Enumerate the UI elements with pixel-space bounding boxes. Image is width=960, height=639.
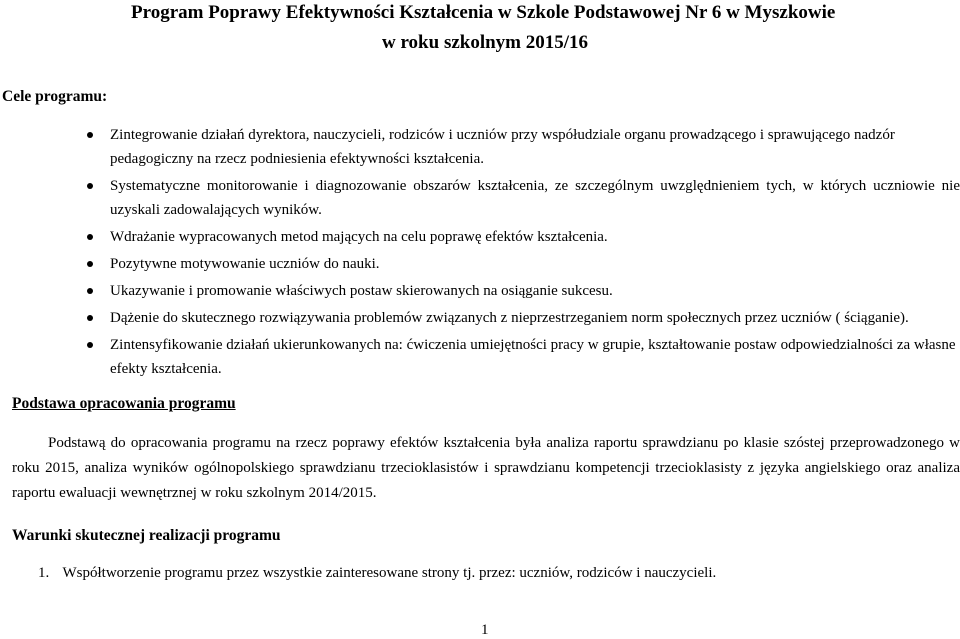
goal-text: Dążenie do skutecznego rozwiązywania problemów związanych z nieprzestrzeganiem norm społecznych przez uczniów ( ściąganie).	[110, 310, 909, 326]
condition-number: 1.	[38, 565, 50, 581]
page-number: 1	[481, 622, 489, 638]
list-item	[84, 279, 960, 303]
bullet-icon	[87, 132, 93, 138]
conditions-heading: Warunki skutecznej realizacji programu	[12, 527, 281, 544]
bullet-icon	[87, 288, 93, 294]
goal-text: Zintensyfikowanie działań ukierunkowanych na: ćwiczenia umiejętności pracy w grupie, kształtowanie postaw odpowiedzialności za własne efekty kształcenia.	[110, 337, 956, 377]
goal-text: Systematyczne monitorowanie i diagnozowanie obszarów kształcenia, ze szczególnym uwzględnieniem tych, w których uczniowie nie uzyskali zadowalających wyników.	[110, 178, 960, 218]
bullet-icon	[87, 342, 93, 348]
bullet-icon	[87, 261, 93, 267]
list-item	[84, 174, 960, 222]
basis-paragraph: Podstawą do opracowania programu na rzecz poprawy efektów kształcenia była analiza raportu sprawdzianu po klasie szóstej przeprowadzonego w roku 2015, analiza wyników ogólnopolskiego sprawdzianu trzecioklasistów i sprawdzianu kompetencji trzecioklasisty z języka angielskiego oraz analiza raportu ewaluacji wewnętrznej w roku szkolnym 2014/2015.	[12, 435, 960, 501]
basis-heading: Podstawa opracowania programu	[12, 395, 236, 412]
document-title: Program Poprawy Efektywności Kształcenia w Szkole Podstawowej Nr 6 w Myszkowie	[131, 2, 836, 23]
bullet-icon	[87, 315, 93, 321]
list-item	[84, 225, 960, 249]
list-item	[84, 333, 960, 381]
condition-text: Współtworzenie programu przez wszystkie zainteresowane strony tj. przez: uczniów, rodziców i nauczycieli.	[62, 565, 717, 581]
goal-text: Ukazywanie i promowanie właściwych postaw skierowanych na osiąganie sukcesu.	[110, 283, 613, 299]
goal-text: Pozytywne motywowanie uczniów do nauki.	[110, 256, 380, 272]
goals-list	[84, 123, 960, 384]
goal-text: Wdrażanie wypracowanych metod mających na celu poprawę efektów kształcenia.	[110, 229, 608, 245]
condition-item	[38, 565, 716, 582]
list-item	[84, 252, 960, 276]
bullet-icon	[87, 234, 93, 240]
list-item	[84, 306, 960, 330]
goals-heading: Cele programu:	[2, 88, 108, 105]
bullet-icon	[87, 183, 93, 189]
document-subtitle: w roku szkolnym 2015/16	[382, 32, 589, 53]
goal-text: Zintegrowanie działań dyrektora, nauczycieli, rodziców i uczniów przy współudziale organu prowadzącego i sprawującego nadzór pedagogiczny na rzecz podniesienia efektywności kształcenia.	[110, 127, 895, 167]
list-item	[84, 123, 960, 171]
